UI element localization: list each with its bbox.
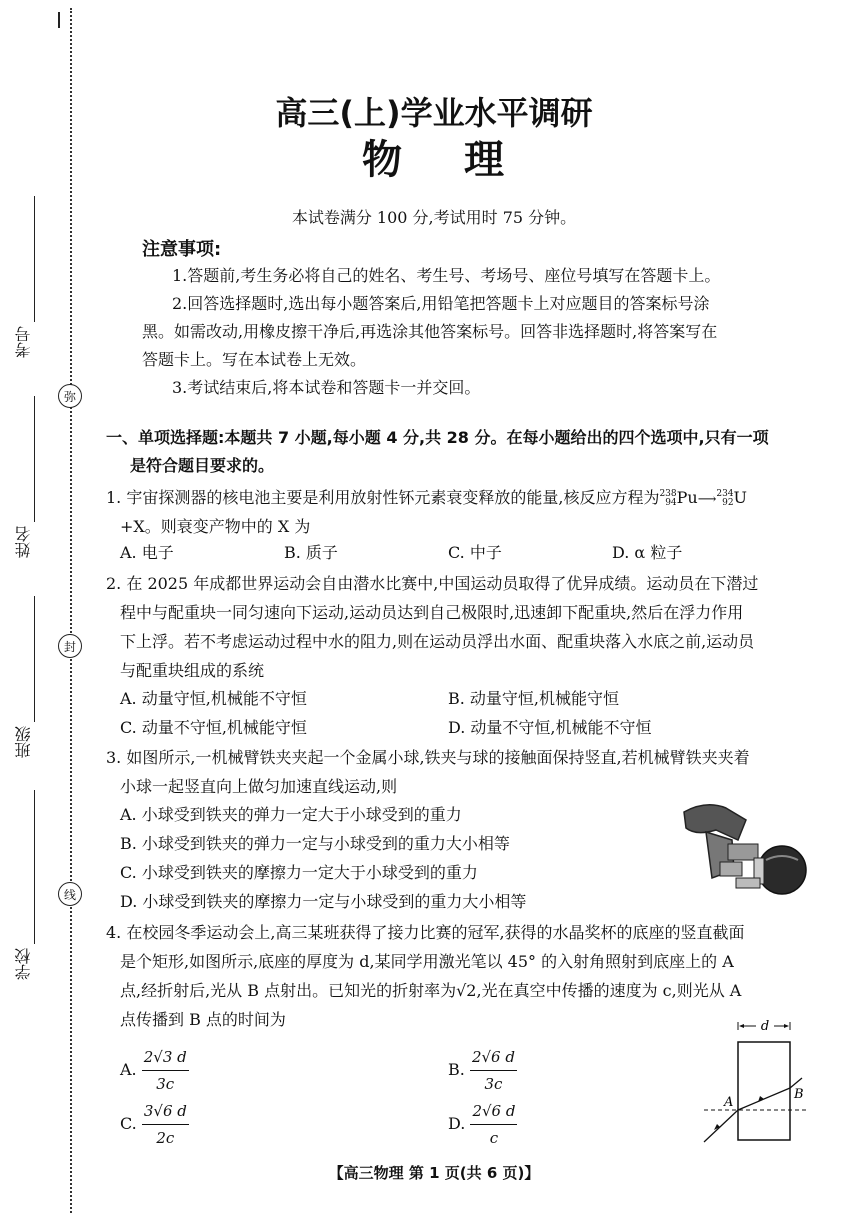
- u-mass: 234: [716, 488, 734, 499]
- notice-item-2-cont: 黑。如需改动,用橡皮擦干净后,再选涂其他答案标号。回答非选择题时,将答案写在: [142, 322, 718, 341]
- seal-mark-xian: 线: [58, 882, 82, 906]
- question-4-cont3: 点传播到 B 点的时间为: [120, 1010, 286, 1029]
- q4-a-num: 2√3 d: [142, 1044, 189, 1071]
- section-heading: 一、单项选择题:本题共 7 小题,每小题 4 分,共 28 分。在每小题给出的四个选项中,只有一项: [106, 428, 769, 447]
- pu-symbol: Pu: [676, 488, 698, 507]
- seal-mark-mi: 弥: [58, 384, 82, 408]
- q4-option-c: [120, 1098, 189, 1151]
- q4-d-fraction: [470, 1098, 517, 1151]
- q1-option-b: B. 质子: [284, 543, 338, 562]
- q3-option-b: B. 小球受到铁夹的弹力一定与小球受到的重力大小相等: [120, 834, 510, 853]
- q4-b-fraction: [470, 1044, 517, 1097]
- q1-option-a: A. 电子: [120, 543, 174, 562]
- question-4-cont1: 是个矩形,如图所示,底座的厚度为 d,某同学用激光笔以 45° 的入射角照射到底座上的 A: [120, 952, 734, 971]
- section-heading-cont: 是符合题目要求的。: [130, 456, 275, 475]
- q4-d-label: D.: [448, 1114, 466, 1133]
- a-label: A: [724, 1095, 734, 1110]
- margin-tick: [58, 12, 60, 28]
- q2-option-d: D. 动量不守恒,机械能不守恒: [448, 718, 652, 737]
- notice-item-1: 1.答题前,考生务必将自己的姓名、考生号、考场号、座位号填写在答题卡上。: [172, 266, 721, 285]
- q3-option-d: D. 小球受到铁夹的摩擦力一定与小球受到的重力大小相等: [120, 892, 527, 911]
- name-field: [34, 396, 35, 522]
- question-4-cont2: 点,经折射后,光从 B 点射出。已知光的折射率为√2,光在真空中传播的速度为 c,则光从 A: [120, 981, 742, 1000]
- class-label: 班级: [14, 726, 33, 758]
- q4-option-d: [448, 1098, 517, 1151]
- question-4: 4. 在校园冬季运动会上,高三某班获得了接力比赛的冠军,获得的水晶奖杯的底座的竖直截面: [106, 923, 745, 942]
- q4-c-num: 3√6 d: [142, 1098, 189, 1125]
- question-1: [106, 483, 818, 514]
- refraction-figure: [690, 1018, 820, 1146]
- question-2-cont2: 下上浮。若不考虑运动过程中水的阻力,则在运动员浮出水面、配重块落入水底之前,运动员: [120, 632, 755, 651]
- exam-info: 本试卷满分 100 分,考试用时 75 分钟。: [291, 208, 577, 227]
- question-1-cont: +X。则衰变产物中的 X 为: [120, 517, 311, 536]
- q4-d-den: c: [489, 1129, 499, 1147]
- question-2-cont1: 程中与配重块一同匀速向下运动,运动员达到自己极限时,迅速卸下配重块,然后在浮力作用: [120, 603, 744, 622]
- u-number: 92: [722, 497, 734, 508]
- q4-d-num: 2√6 d: [470, 1098, 517, 1125]
- school-label: 学校: [14, 948, 33, 980]
- q3-option-a: A. 小球受到铁夹的弹力一定大于小球受到的重力: [120, 805, 462, 824]
- q3-option-c: C. 小球受到铁夹的摩擦力一定大于小球受到的重力: [120, 863, 478, 882]
- subject-title: [0, 128, 868, 185]
- subject-char-1: 物: [362, 137, 404, 183]
- q1-option-d: D. α 粒子: [612, 543, 683, 562]
- pu-number: 94: [665, 497, 677, 508]
- q2-option-a: A. 动量守恒,机械能不守恒: [120, 689, 307, 708]
- q4-a-label: A.: [120, 1060, 137, 1079]
- name-label: 姓名: [14, 526, 33, 558]
- notice-item-2: 2.回答选择题时,选出每小题答案后,用铅笔把答题卡上对应题目的答案标号涂: [172, 294, 710, 313]
- exam-no-label: 考号: [14, 326, 33, 358]
- pu-mass: 238: [659, 488, 677, 499]
- q4-b-label: B.: [448, 1060, 465, 1079]
- q4-option-b: [448, 1044, 517, 1097]
- q4-c-fraction: [142, 1098, 189, 1151]
- clamp-ball-figure: [676, 800, 816, 900]
- q4-b-den: 3c: [484, 1075, 503, 1093]
- class-field: [34, 596, 35, 722]
- q4-c-label: C.: [120, 1114, 137, 1133]
- question-2-cont3: 与配重块组成的系统: [120, 661, 265, 680]
- question-2: 2. 在 2025 年成都世界运动会自由潜水比赛中,中国运动员取得了优异成绩。运动员在下潜过: [106, 574, 759, 593]
- b-label: B: [794, 1087, 804, 1102]
- subject-char-2: 理: [464, 137, 506, 183]
- q1-option-c: C. 中子: [448, 543, 502, 562]
- question-3-cont: 小球一起竖直向上做匀加速直线运动,则: [120, 777, 398, 796]
- d-label: d: [760, 1019, 770, 1034]
- notice-item-3: 3.考试结束后,将本试卷和答题卡一并交回。: [172, 378, 481, 397]
- q1-text: 1. 宇宙探测器的核电池主要是利用放射性钚元素衰变释放的能量,核反应方程为: [106, 488, 660, 507]
- q4-b-num: 2√6 d: [470, 1044, 517, 1071]
- q4-a-den: 3c: [156, 1075, 175, 1093]
- seal-mark-feng: 封: [58, 634, 82, 658]
- q1-pu-nuclide: [659, 490, 676, 508]
- q4-option-a: [120, 1044, 189, 1097]
- question-3: 3. 如图所示,一机械臂铁夹夹起一个金属小球,铁夹与球的接触面保持竖直,若机械臂铁夹夹着: [106, 748, 750, 767]
- q4-a-fraction: [142, 1044, 189, 1097]
- q2-option-b: B. 动量守恒,机械能守恒: [448, 689, 620, 708]
- u-symbol: U: [733, 488, 748, 507]
- q1-u-nuclide: [716, 490, 733, 508]
- school-field: [34, 790, 35, 944]
- notice-heading: 注意事项:: [142, 239, 222, 260]
- q4-c-den: 2c: [156, 1129, 175, 1147]
- q2-option-c: C. 动量不守恒,机械能守恒: [120, 718, 307, 737]
- notice-item-2-cont2: 答题卡上。写在本试卷上无效。: [142, 350, 367, 369]
- page-footer: 【高三物理 第 1 页(共 6 页)】: [328, 1164, 540, 1182]
- reaction-arrow: ⟶: [697, 492, 717, 507]
- exam-title: 高三(上)学业水平调研: [275, 94, 593, 132]
- seal-dotted-line: [70, 8, 72, 1213]
